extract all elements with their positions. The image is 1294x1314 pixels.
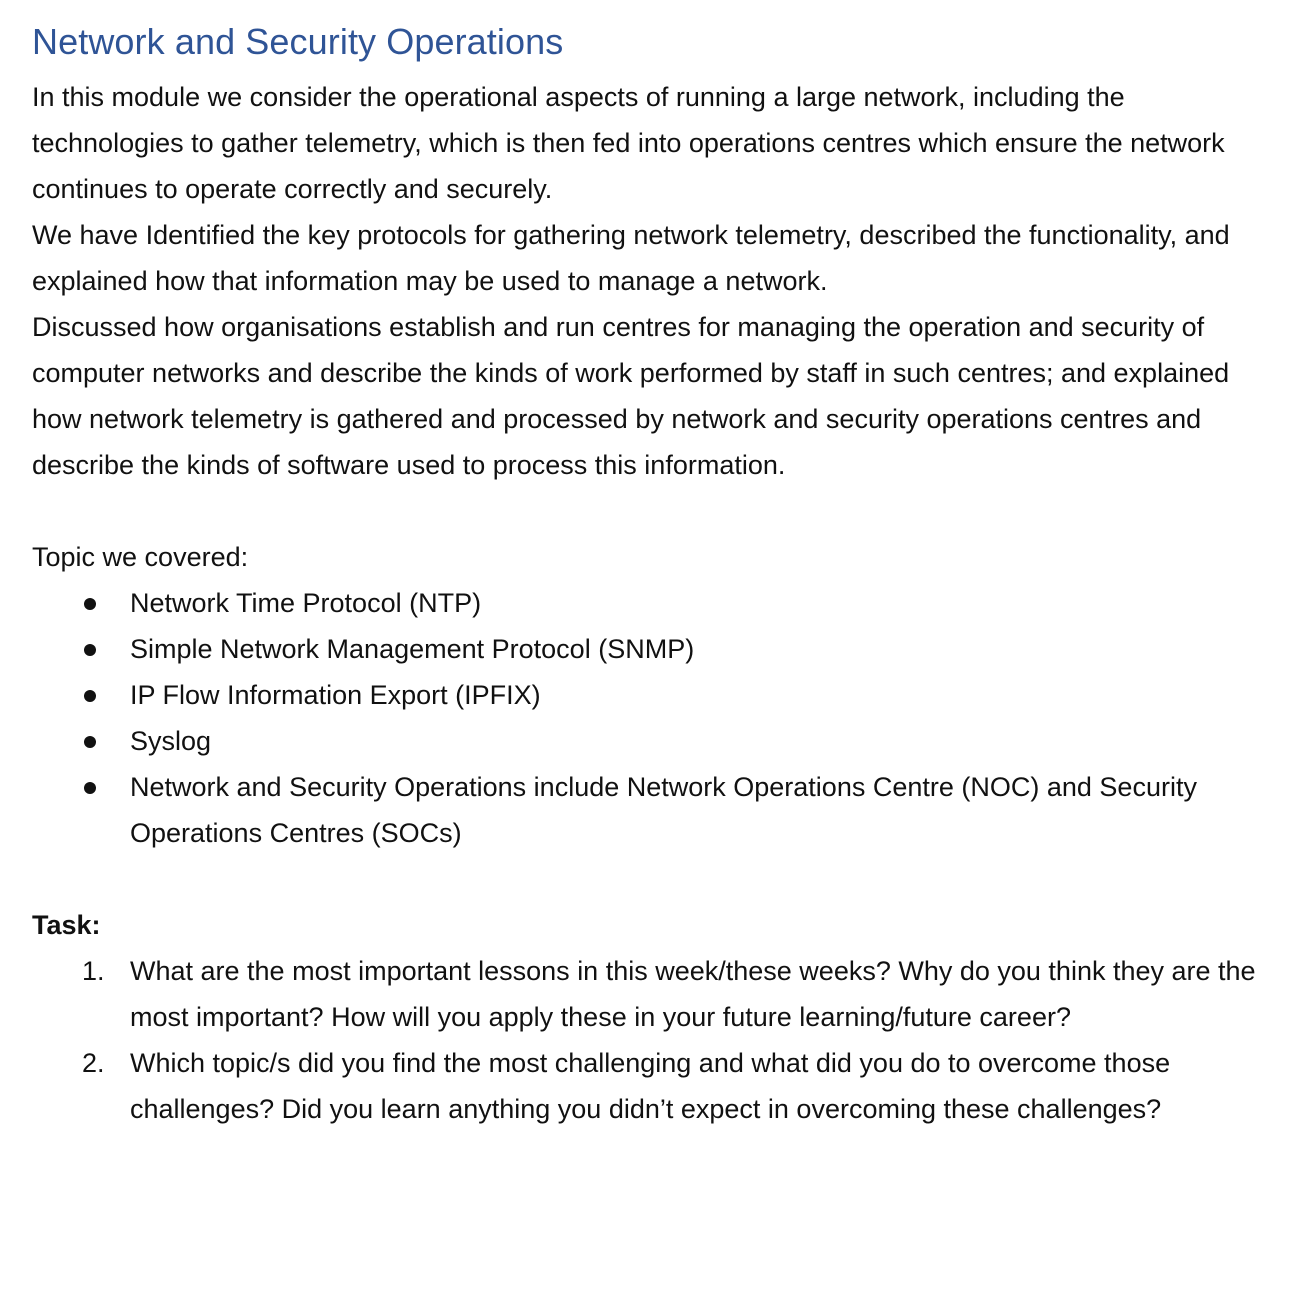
blank-line <box>32 856 1272 902</box>
task-item <box>32 1040 1272 1132</box>
list-item: IP Flow Information Export (IPFIX) <box>32 672 1272 718</box>
document-page <box>32 14 1272 1132</box>
topics-heading: Topic we covered: <box>32 542 249 572</box>
tasks-list <box>32 948 1272 1132</box>
list-item: Network and Security Operations include Network Operations Centre (NOC) and Security Operations Centres (SOCs) <box>32 764 1272 856</box>
task-number: 1. <box>82 956 105 986</box>
task-text: Which topic/s did you find the most challenging and what did you do to overcome those challenges? Did you learn anything you didn’t expect in overcoming these challenges? <box>130 1048 1171 1124</box>
list-item: Simple Network Management Protocol (SNMP) <box>32 626 1272 672</box>
list-item: Network Time Protocol (NTP) <box>32 580 1272 626</box>
list-item: Syslog <box>32 718 1272 764</box>
protocols-paragraph: We have Identified the key protocols for gathering network telemetry, described the functionality, and explained how that information may be used to manage a network. <box>32 220 1230 296</box>
task-item <box>32 948 1272 1040</box>
intro-paragraph: In this module we consider the operational aspects of running a large network, including the technologies to gather telemetry, which is then fed into operations centres which ensure the network continues to operate correctly and securely. <box>32 82 1225 204</box>
task-text: What are the most important lessons in this week/these weeks? Why do you think they are the most important? How will you apply these in your future learning/future career? <box>130 956 1256 1032</box>
centres-paragraph: Discussed how organisations establish and run centres for managing the operation and security of computer networks and describe the kinds of work performed by staff in such centres; and explained how network telemetry is gathered and processed by network and security operations centres and describe the kinds of software used to process this information. <box>32 312 1230 480</box>
blank-line <box>32 488 1272 534</box>
topics-list <box>32 580 1272 856</box>
document-title: Network and Security Operations <box>32 21 564 62</box>
task-number: 2. <box>82 1048 105 1078</box>
task-heading: Task: <box>32 910 101 940</box>
